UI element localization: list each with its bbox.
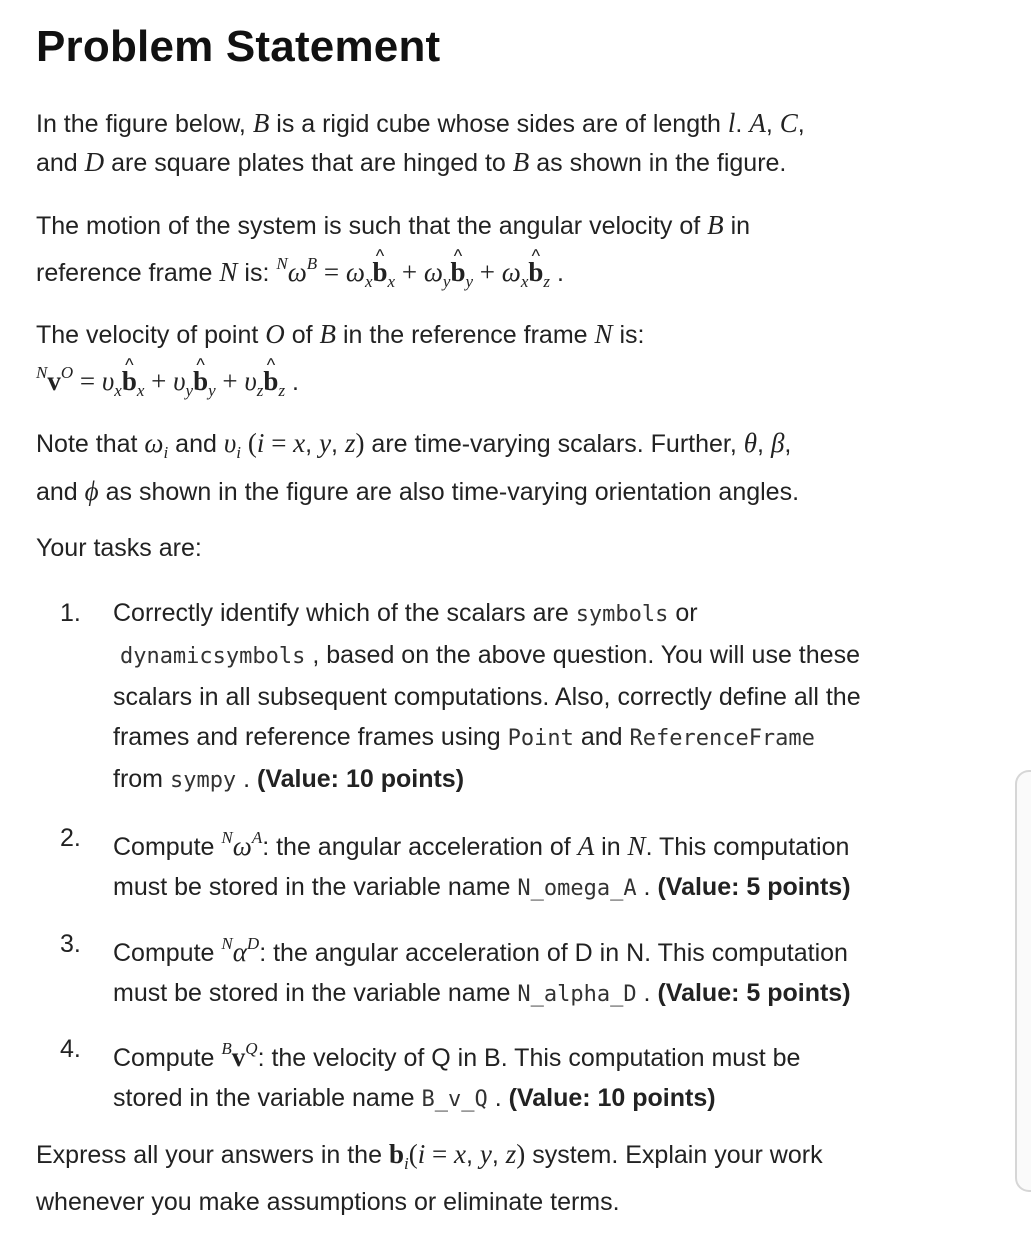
task-item-3: 3. Compute $^N\alpha^D$: the angular acceleration of D in N. This computation must be stored in the variable name N_alpha_D . (Value: 5 points) — [60, 930, 851, 1007]
task-item-2: 2. Compute $^N\omega^A$: the angular acceleration of A in N. This computation must be stored in the variable name N_omega_A . (Value: 5 points) — [60, 824, 851, 901]
intro-paragraph: In the figure below, B is a rigid cube whose sides are of length l. A, C, and D are square plates that are hinged to B as shown in the figure. — [36, 108, 805, 177]
scroll-handle[interactable] — [1015, 770, 1031, 1192]
page-title: Problem Statement — [36, 22, 441, 71]
note-paragraph: Note that $\omega_i$ and $\upsilon_i$ (i = x, y, z) are time-varying scalars. Further, θ, β, and ϕ as shown in the figure are also time-varying orientation angles. — [36, 428, 800, 506]
final-paragraph: Express all your answers in the $b_i(i = x$, y, z) system. Explain your work whenever you make assumptions or eliminate terms. — [36, 1139, 823, 1216]
task-item-4: 4. Compute $^Bv^Q$: the velocity of Q in B. This computation must be stored in the variable name B_v_Q . (Value: 10 points) — [60, 1035, 801, 1112]
tasks-intro: Your tasks are: — [36, 534, 202, 562]
task-item-1: 1. Correctly identify which of the scalars are symbols or dynamicsymbols , based on the above question. You will use these scalars in all subsequent computations. Also, correctly define all the frames and reference frames using Point and ReferenceFrame from sympy . (Value: 10 points) — [60, 599, 861, 793]
angular-velocity-paragraph: The motion of the system is such that the angular velocity of B in reference frame N is: $^N\omega^B$ = $\omega_x\^{}$ $b_x$ + $\omega_y\^{}$ $b_y$ + $\omega_x\^{}$ $b_z$ . — [36, 206, 750, 301]
velocity-paragraph: The velocity of point O of B in the reference frame N is: $^Nv^O$ = $\upsilon_x\^{}$ $b_x$ + $\upsilon_y\^{}$ $b_y$ + $\upsilon_z\^{}$ $b_z$ . — [36, 315, 644, 410]
